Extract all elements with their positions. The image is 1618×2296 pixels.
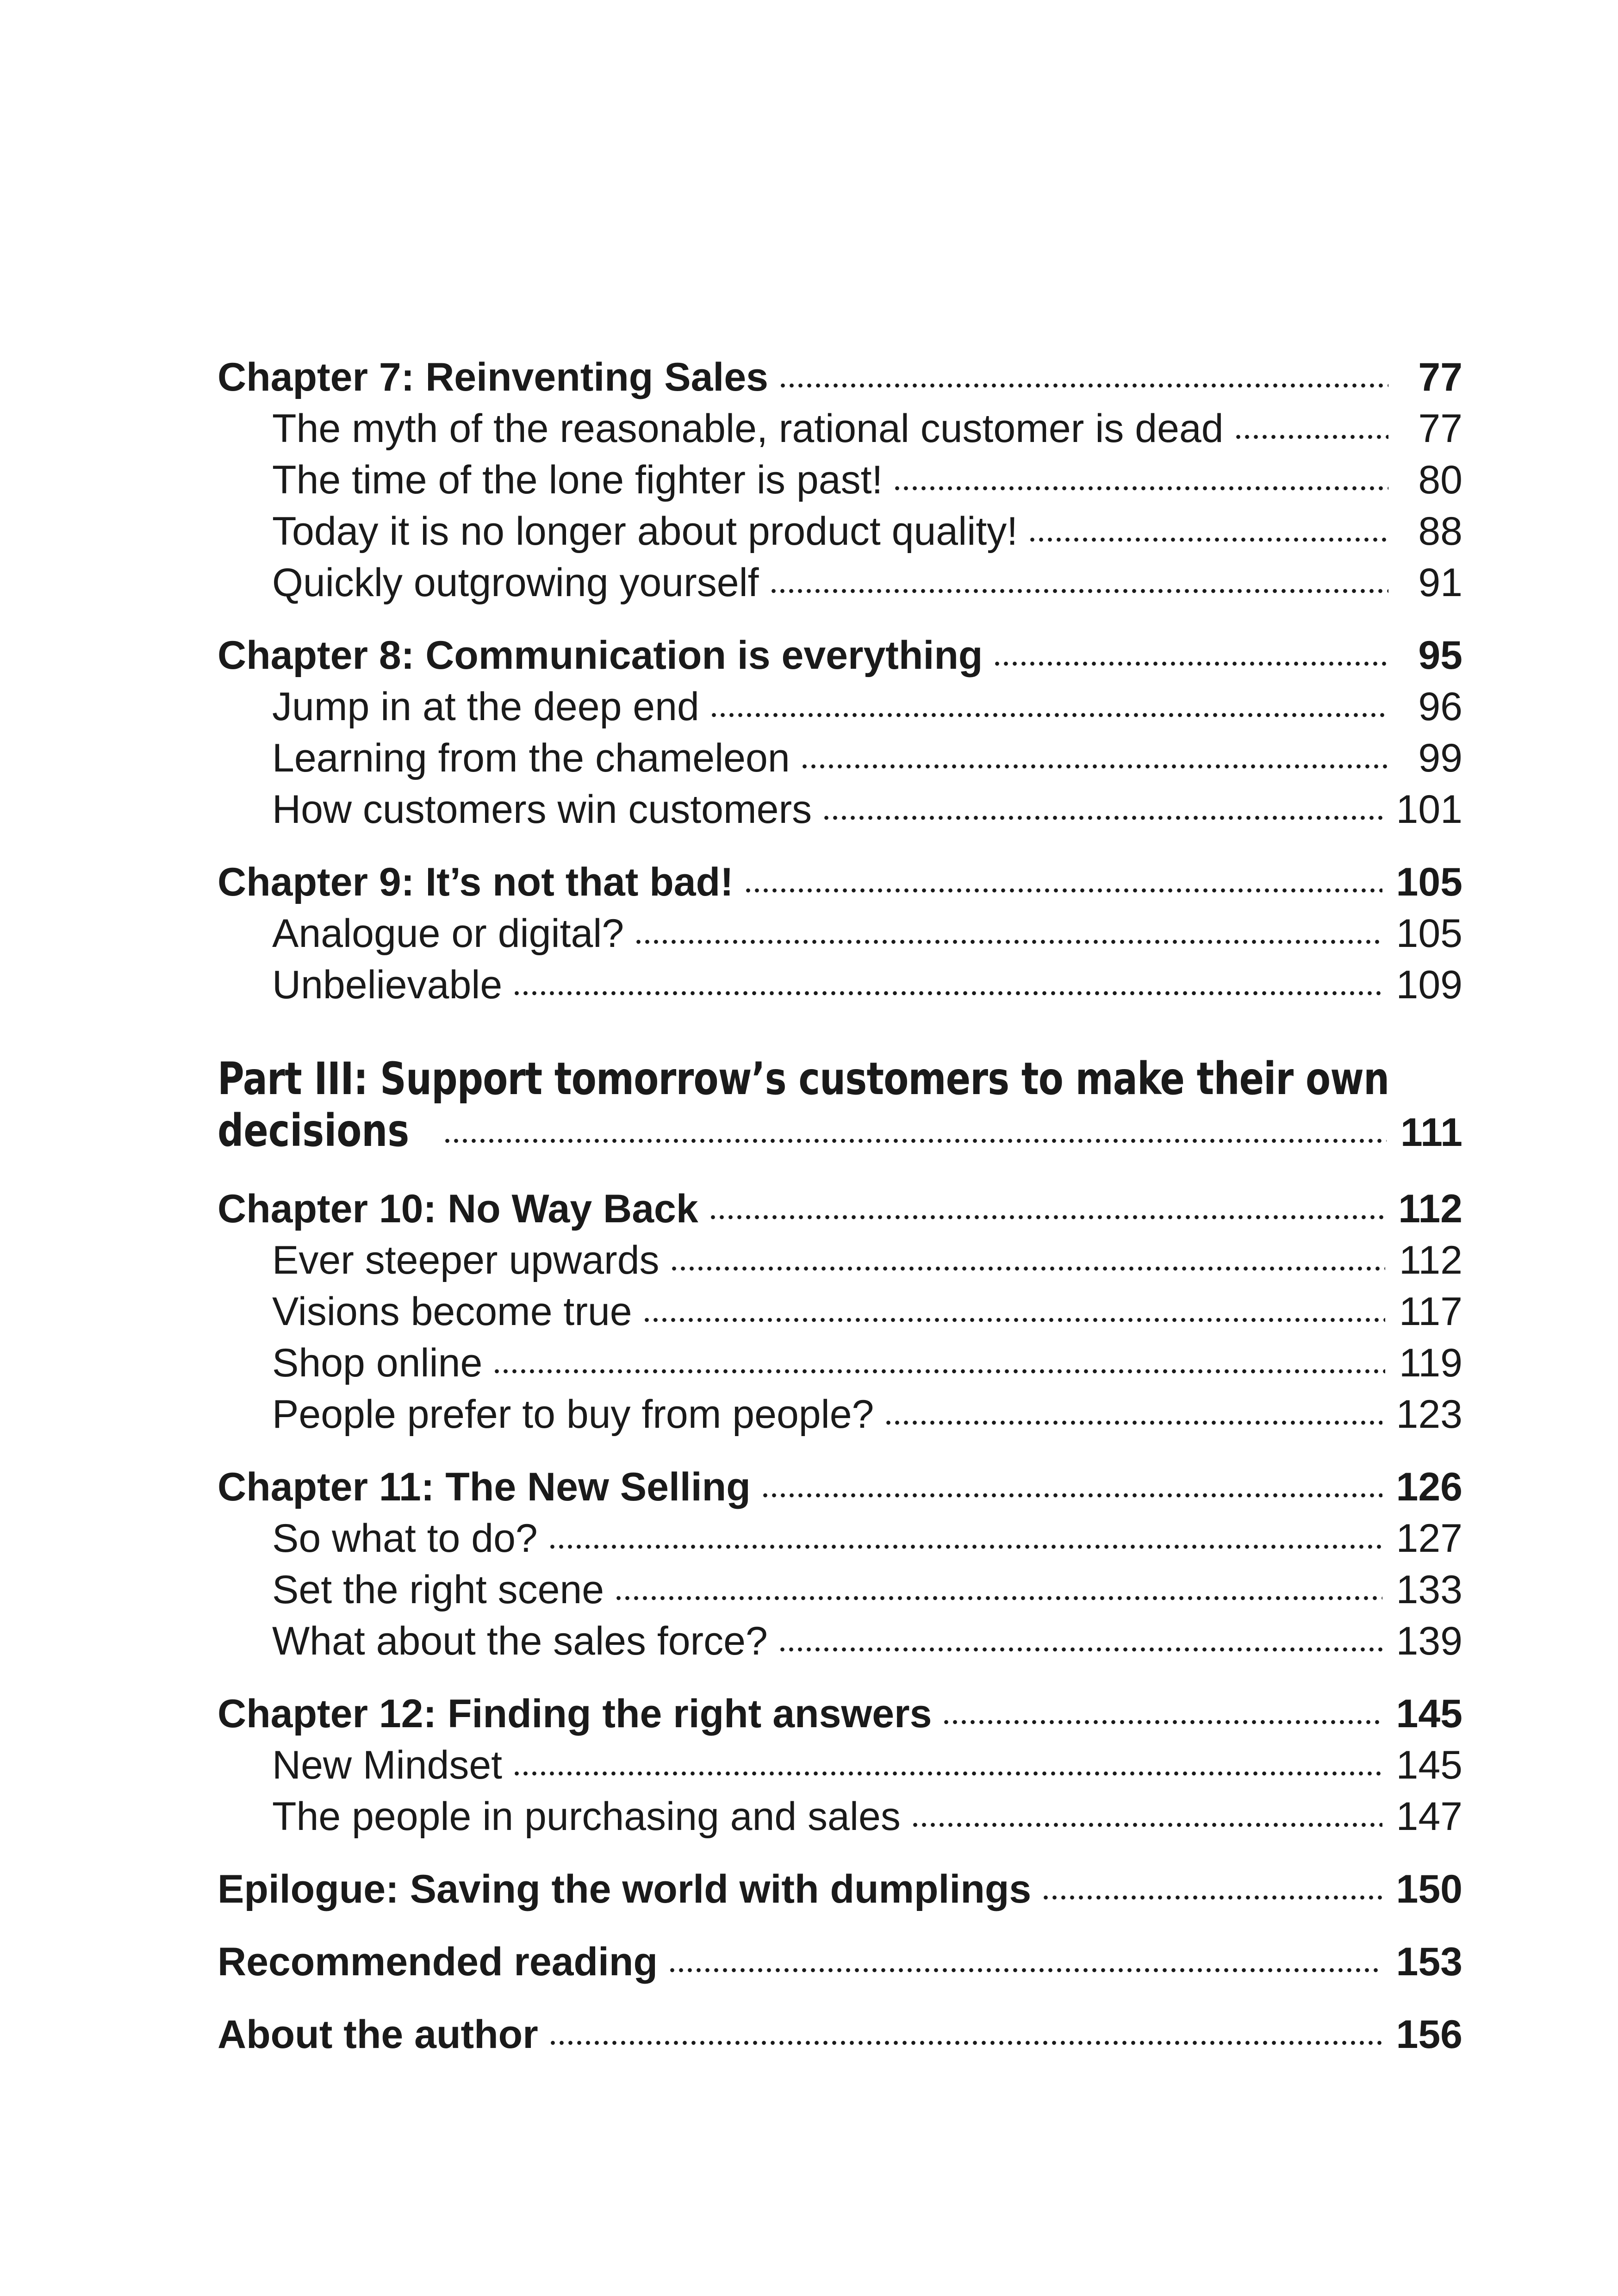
dot-leader <box>548 2040 1382 2046</box>
toc-entry-title: People prefer to buy from people? <box>272 1392 874 1437</box>
toc-group-epilogue <box>218 1864 1462 1915</box>
toc-entry-page: 101 <box>1396 787 1462 832</box>
dot-leader <box>512 990 1382 996</box>
part-title-row <box>218 1105 1462 1158</box>
dot-leader <box>822 815 1382 821</box>
toc-entry-page: 91 <box>1418 560 1462 605</box>
toc-entry-page: 99 <box>1418 736 1462 780</box>
toc-subentry[interactable] <box>218 1791 1462 1842</box>
toc-entry-epilogue[interactable] <box>218 1864 1462 1915</box>
toc-group-chapter-11 <box>218 1462 1462 1667</box>
toc-entry-page: 109 <box>1396 963 1462 1007</box>
dot-leader <box>778 382 1388 389</box>
toc-entry-page: 77 <box>1418 406 1462 451</box>
toc-entry-page: 105 <box>1396 911 1462 956</box>
toc-group-chapter-7 <box>218 352 1462 609</box>
toc-entry-page: 112 <box>1398 1187 1462 1231</box>
toc-entry-title: Recommended reading <box>218 1940 658 1984</box>
toc-entry-chapter-11[interactable] <box>218 1462 1462 1513</box>
toc-group-recommended-reading <box>218 1936 1462 1988</box>
toc-entry-page: 111 <box>1400 1110 1462 1155</box>
toc-entry-page: 112 <box>1399 1238 1462 1282</box>
dot-leader <box>884 1419 1382 1426</box>
dot-leader <box>642 1317 1385 1323</box>
toc-group-chapter-10 <box>218 1183 1462 1440</box>
dot-leader <box>942 1719 1382 1725</box>
toc-subentry[interactable] <box>218 557 1462 609</box>
toc-entry-page: 153 <box>1396 1940 1462 1984</box>
dot-leader <box>993 660 1388 667</box>
dot-leader <box>744 887 1382 894</box>
toc-subentry[interactable] <box>218 681 1462 733</box>
dot-leader <box>1234 434 1388 440</box>
dot-leader <box>800 763 1388 770</box>
toc-subentry[interactable] <box>218 1513 1462 1564</box>
toc-entry-page: 127 <box>1396 1516 1462 1561</box>
toc-entry-chapter-9[interactable] <box>218 857 1462 908</box>
part-title-line-1: Part III: Support tomorrow’s customers to make their own <box>218 1053 1389 1105</box>
toc-entry-page: 156 <box>1396 2012 1462 2057</box>
toc-entry-title: Unbelievable <box>272 963 503 1007</box>
dot-leader <box>778 1646 1382 1653</box>
toc-subentry[interactable] <box>218 733 1462 784</box>
toc-entry-title: Chapter 9: It’s not that bad! <box>218 860 734 904</box>
toc-entry-page: 96 <box>1418 684 1462 729</box>
dot-leader <box>548 1543 1382 1550</box>
toc-group-chapter-9 <box>218 857 1462 1011</box>
toc-subentry[interactable] <box>218 784 1462 835</box>
toc-subentry[interactable] <box>218 1740 1462 1791</box>
toc-subentry[interactable] <box>218 1616 1462 1667</box>
toc-group-chapter-12 <box>218 1688 1462 1842</box>
toc-group-about-author <box>218 2009 1462 2060</box>
toc-entry-title: Quickly outgrowing yourself <box>272 560 759 605</box>
toc-entry-chapter-7[interactable] <box>218 352 1462 403</box>
toc-entry-title: What about the sales force? <box>272 1619 768 1663</box>
table-of-contents <box>218 352 1462 2082</box>
toc-entry-title: Set the right scene <box>272 1568 604 1612</box>
toc-entry-title: Chapter 12: Finding the right answers <box>218 1692 932 1736</box>
toc-entry-page: 95 <box>1418 633 1462 678</box>
toc-entry-page: 80 <box>1418 458 1462 502</box>
dot-leader <box>492 1368 1385 1375</box>
dot-leader <box>668 1967 1382 1973</box>
toc-entry-title: Jump in at the deep end <box>272 684 699 729</box>
toc-entry-title: Shop online <box>272 1341 483 1385</box>
toc-entry-title: The time of the lone fighter is past! <box>272 458 883 502</box>
toc-subentry[interactable] <box>218 908 1462 959</box>
toc-entry-page: 117 <box>1399 1289 1462 1334</box>
toc-entry-page: 145 <box>1396 1692 1462 1736</box>
dot-leader <box>761 1492 1382 1499</box>
toc-subentry[interactable] <box>218 403 1462 454</box>
toc-subentry[interactable] <box>218 1235 1462 1286</box>
dot-leader <box>709 1214 1385 1220</box>
dot-leader <box>443 1138 1387 1144</box>
toc-entry-title: Chapter 8: Communication is everything <box>218 633 983 678</box>
toc-subentry[interactable] <box>218 454 1462 506</box>
toc-entry-chapter-10[interactable] <box>218 1183 1462 1235</box>
toc-subentry[interactable] <box>218 506 1462 557</box>
toc-entry-title: Analogue or digital? <box>272 911 624 956</box>
toc-entry-title: How customers win customers <box>272 787 812 832</box>
toc-entry-chapter-8[interactable] <box>218 630 1462 681</box>
dot-leader <box>911 1822 1382 1828</box>
toc-entry-recommended-reading[interactable] <box>218 1936 1462 1988</box>
toc-entry-title: Epilogue: Saving the world with dumplings <box>218 1867 1032 1911</box>
toc-entry-title: So what to do? <box>272 1516 538 1561</box>
toc-entry-title: Chapter 7: Reinventing Sales <box>218 355 768 399</box>
toc-entry-page: 133 <box>1396 1568 1462 1612</box>
toc-subentry[interactable] <box>218 1564 1462 1616</box>
toc-entry-title: About the author <box>218 2012 538 2057</box>
toc-entry-title: Ever steeper upwards <box>272 1238 660 1282</box>
toc-part-3[interactable] <box>218 1052 1462 1158</box>
toc-subentry[interactable] <box>218 959 1462 1011</box>
toc-entry-page: 123 <box>1396 1392 1462 1437</box>
toc-entry-title: The people in purchasing and sales <box>272 1794 901 1839</box>
dot-leader <box>1041 1894 1382 1901</box>
part-title-line-2: decisions <box>218 1105 410 1157</box>
toc-entry-title: The myth of the reasonable, rational customer is dead <box>272 406 1224 451</box>
dot-leader <box>670 1265 1385 1272</box>
toc-entry-title: Learning from the chameleon <box>272 736 790 780</box>
toc-entry-title: Today it is no longer about product quality! <box>272 509 1018 554</box>
toc-entry-page: 105 <box>1396 860 1462 904</box>
toc-entry-title: Chapter 11: The New Selling <box>218 1465 751 1509</box>
dot-leader <box>1028 536 1388 543</box>
toc-entry-page: 139 <box>1396 1619 1462 1663</box>
toc-entry-page: 150 <box>1396 1867 1462 1911</box>
toc-entry-page: 77 <box>1418 355 1462 399</box>
toc-entry-title: Chapter 10: No Way Back <box>218 1187 698 1231</box>
toc-entry-page: 147 <box>1396 1794 1462 1839</box>
toc-subentry[interactable] <box>218 1389 1462 1440</box>
toc-entry-about-author[interactable] <box>218 2009 1462 2060</box>
dot-leader <box>634 939 1382 945</box>
toc-subentry[interactable] <box>218 1338 1462 1389</box>
toc-entry-page: 88 <box>1418 509 1462 554</box>
toc-entry-page: 119 <box>1399 1341 1462 1385</box>
dot-leader <box>512 1770 1382 1777</box>
toc-subentry[interactable] <box>218 1286 1462 1338</box>
toc-entry-page: 145 <box>1396 1743 1462 1787</box>
dot-leader <box>769 588 1388 594</box>
toc-entry-title: Visions become true <box>272 1289 632 1334</box>
toc-group-chapter-8 <box>218 630 1462 835</box>
dot-leader <box>614 1595 1382 1601</box>
toc-entry-title: New Mindset <box>272 1743 503 1787</box>
toc-entry-page: 126 <box>1396 1465 1462 1509</box>
dot-leader <box>893 485 1388 492</box>
toc-entry-chapter-12[interactable] <box>218 1688 1462 1740</box>
dot-leader <box>709 712 1388 718</box>
